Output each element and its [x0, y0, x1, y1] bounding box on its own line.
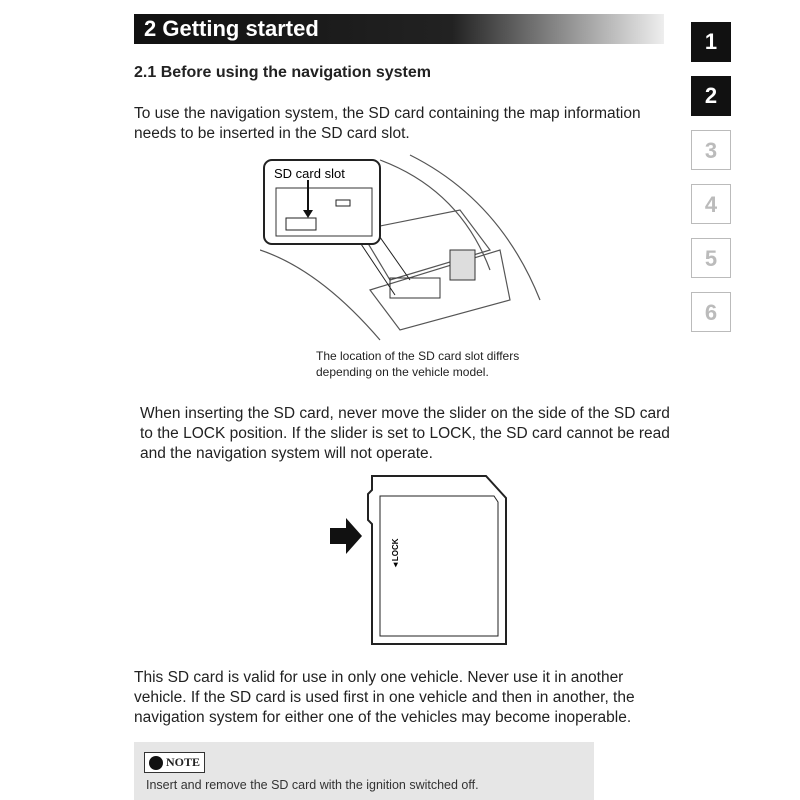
line: The location of the SD card slot differs — [316, 349, 520, 363]
chapter-tab-5[interactable]: 5 — [691, 238, 731, 278]
sd-slot-callout: SD card slot — [274, 166, 345, 181]
note-label-text: NOTE — [166, 755, 201, 769]
sd-card-illustration — [326, 474, 536, 650]
line: to the LOCK position. If the slider is set to LOCK, the SD card cannot be read — [140, 425, 670, 442]
line: navigation system for either one of the vehicles may become inoperable. — [134, 709, 632, 726]
chapter-tab-6[interactable]: 6 — [691, 292, 731, 332]
line: When inserting the SD card, never move the slider on the side of the SD card — [140, 405, 670, 422]
figure-caption — [316, 348, 519, 380]
note-icon — [149, 756, 163, 770]
line: and the navigation system will not operate. — [140, 445, 433, 462]
arrow-right-icon — [330, 518, 362, 554]
line: depending on the vehicle model. — [316, 365, 489, 379]
sd-slot-illustration — [260, 150, 550, 350]
lock-label: ◄LOCK — [391, 538, 400, 569]
note-text: Insert and remove the SD card with the ignition switched off. — [146, 778, 479, 792]
chapter-tab-3[interactable]: 3 — [691, 130, 731, 170]
chapter-tab-2[interactable]: 2 — [691, 76, 731, 116]
chapter-title: 2 Getting started — [134, 14, 664, 44]
chapter-tab-1[interactable]: 1 — [691, 22, 731, 62]
line: To use the navigation system, the SD card containing the map information — [134, 105, 641, 122]
chapter-tab-4[interactable]: 4 — [691, 184, 731, 224]
note-label — [144, 752, 205, 773]
section-title: 2.1 Before using the navigation system — [134, 64, 431, 81]
line: This SD card is valid for use in only one vehicle. Never use it in another — [134, 669, 624, 686]
line: vehicle. If the SD card is used first in one vehicle and then in another, the — [134, 689, 635, 706]
line: needs to be inserted in the SD card slot. — [134, 125, 410, 142]
vehicle-paragraph — [134, 668, 635, 728]
lock-warning-paragraph — [140, 404, 670, 464]
intro-paragraph — [134, 104, 641, 144]
